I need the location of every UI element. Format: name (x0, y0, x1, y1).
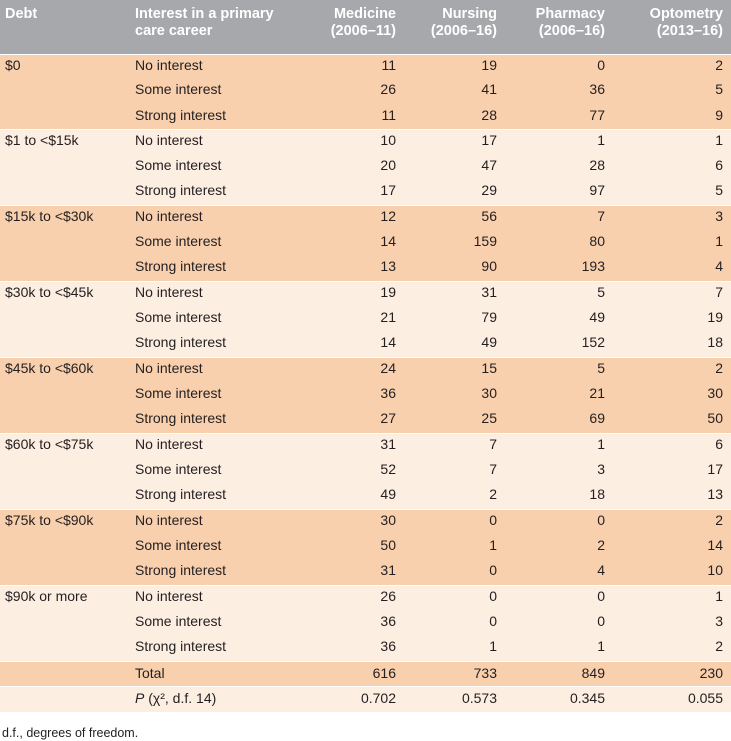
medicine-value: 13 (310, 256, 404, 281)
interest-label: No interest (130, 54, 310, 79)
optometry-value: 2 (613, 358, 731, 383)
interest-label: Some interest (130, 155, 310, 180)
table-row (0, 408, 731, 433)
optometry-value: 1 (613, 585, 731, 610)
nursing-value: 41 (404, 79, 505, 104)
pharmacy-value: 80 (505, 231, 613, 256)
interest-label: Strong interest (130, 408, 310, 433)
table-row (0, 358, 731, 383)
pharmacy-value: 152 (505, 332, 613, 357)
nursing-value: 47 (404, 155, 505, 180)
debt-cell-empty (0, 661, 130, 686)
pharmacy-value: 0 (505, 54, 613, 79)
medicine-value: 49 (310, 484, 404, 509)
medicine-value: 14 (310, 332, 404, 357)
debt-cell-empty (0, 535, 130, 560)
header-nursing: Nursing (2006–16) (430, 6, 497, 39)
optometry-value: 6 (613, 433, 731, 458)
table-row (0, 383, 731, 408)
pvalue-p: P (135, 689, 145, 706)
header-interest: Interest in a primary care career (135, 6, 274, 39)
nursing-value: 0 (404, 611, 505, 636)
table-row (0, 155, 731, 180)
debt-cell-empty (0, 155, 130, 180)
pvalue-medicine: 0.702 (310, 686, 404, 711)
medicine-value: 27 (310, 408, 404, 433)
optometry-value: 13 (613, 484, 731, 509)
table-row (0, 332, 731, 357)
pharmacy-value: 193 (505, 256, 613, 281)
header-row (0, 0, 731, 54)
interest-label: Some interest (130, 307, 310, 332)
table-row (0, 79, 731, 104)
optometry-value: 3 (613, 206, 731, 231)
interest-label: Some interest (130, 535, 310, 560)
optometry-value: 5 (613, 79, 731, 104)
table-row (0, 231, 731, 256)
pharmacy-value: 1 (505, 636, 613, 661)
debt-cell-empty (0, 560, 130, 585)
pharmacy-value: 28 (505, 155, 613, 180)
debt-label: $0 (0, 54, 130, 79)
interest-label: Strong interest (130, 484, 310, 509)
medicine-value: 31 (310, 433, 404, 458)
interest-label: Strong interest (130, 105, 310, 130)
medicine-value: 10 (310, 130, 404, 155)
optometry-value: 10 (613, 560, 731, 585)
medicine-value: 19 (310, 282, 404, 307)
total-row (0, 661, 731, 686)
optometry-value: 3 (613, 611, 731, 636)
optometry-value: 6 (613, 155, 731, 180)
table-row (0, 256, 731, 281)
header-medicine: Medicine (2006–11) (330, 6, 396, 39)
pharmacy-value: 3 (505, 459, 613, 484)
total-medicine: 616 (310, 661, 404, 686)
medicine-value: 12 (310, 206, 404, 231)
pharmacy-value: 0 (505, 509, 613, 534)
pvalue-test: (χ², d.f. 14) (148, 689, 217, 706)
table-row (0, 611, 731, 636)
medicine-value: 30 (310, 509, 404, 534)
nursing-value: 0 (404, 509, 505, 534)
pharmacy-value: 69 (505, 408, 613, 433)
table-row (0, 54, 731, 79)
medicine-value: 52 (310, 459, 404, 484)
optometry-value: 2 (613, 636, 731, 661)
interest-label: Some interest (130, 231, 310, 256)
debt-label: $1 to <$15k (0, 130, 130, 155)
pvalue-pharmacy: 0.345 (505, 686, 613, 711)
nursing-value: 29 (404, 180, 505, 205)
medicine-value: 36 (310, 611, 404, 636)
optometry-value: 19 (613, 307, 731, 332)
pharmacy-value: 97 (505, 180, 613, 205)
pvalue-nursing: 0.573 (404, 686, 505, 711)
table-row (0, 484, 731, 509)
table-row (0, 130, 731, 155)
pharmacy-value: 1 (505, 130, 613, 155)
debt-cell-empty (0, 307, 130, 332)
debt-cell-empty (0, 611, 130, 636)
medicine-value: 36 (310, 636, 404, 661)
debt-label: $60k to <$75k (0, 433, 130, 458)
debt-label: $45k to <$60k (0, 358, 130, 383)
optometry-value: 7 (613, 282, 731, 307)
medicine-value: 24 (310, 358, 404, 383)
debt-cell-empty (0, 408, 130, 433)
pharmacy-value: 49 (505, 307, 613, 332)
interest-label: Some interest (130, 383, 310, 408)
nursing-value: 25 (404, 408, 505, 433)
table-row (0, 282, 731, 307)
debt-cell-empty (0, 79, 130, 104)
debt-cell-empty (0, 180, 130, 205)
nursing-value: 31 (404, 282, 505, 307)
debt-label: $75k to <$90k (0, 509, 130, 534)
medicine-value: 50 (310, 535, 404, 560)
pharmacy-value: 36 (505, 79, 613, 104)
optometry-value: 9 (613, 105, 731, 130)
optometry-value: 4 (613, 256, 731, 281)
nursing-value: 90 (404, 256, 505, 281)
nursing-value: 7 (404, 433, 505, 458)
table-row (0, 433, 731, 458)
debt-cell-empty (0, 256, 130, 281)
medicine-value: 14 (310, 231, 404, 256)
pharmacy-value: 0 (505, 611, 613, 636)
nursing-value: 49 (404, 332, 505, 357)
debt-cell-empty (0, 636, 130, 661)
interest-label: Some interest (130, 459, 310, 484)
debt-cell-empty (0, 686, 130, 711)
optometry-value: 1 (613, 231, 731, 256)
interest-label: Strong interest (130, 636, 310, 661)
table-row (0, 585, 731, 610)
nursing-value: 56 (404, 206, 505, 231)
nursing-value: 0 (404, 585, 505, 610)
interest-label: Strong interest (130, 180, 310, 205)
nursing-value: 0 (404, 560, 505, 585)
optometry-value: 14 (613, 535, 731, 560)
debt-cell-empty (0, 484, 130, 509)
pharmacy-value: 5 (505, 282, 613, 307)
optometry-value: 18 (613, 332, 731, 357)
optometry-value: 1 (613, 130, 731, 155)
debt-label: $15k to <$30k (0, 206, 130, 231)
interest-label: Strong interest (130, 256, 310, 281)
debt-cell-empty (0, 105, 130, 130)
medicine-value: 31 (310, 560, 404, 585)
total-optometry: 230 (613, 661, 731, 686)
interest-label: No interest (130, 358, 310, 383)
table-row (0, 206, 731, 231)
table-row (0, 180, 731, 205)
optometry-value: 5 (613, 180, 731, 205)
interest-label: Some interest (130, 79, 310, 104)
nursing-value: 30 (404, 383, 505, 408)
nursing-value: 19 (404, 54, 505, 79)
pharmacy-value: 4 (505, 560, 613, 585)
pharmacy-value: 1 (505, 433, 613, 458)
debt-cell-empty (0, 231, 130, 256)
medicine-value: 11 (310, 105, 404, 130)
nursing-value: 2 (404, 484, 505, 509)
pharmacy-value: 0 (505, 585, 613, 610)
nursing-value: 15 (404, 358, 505, 383)
interest-label: Some interest (130, 611, 310, 636)
pharmacy-value: 77 (505, 105, 613, 130)
nursing-value: 1 (404, 636, 505, 661)
optometry-value: 17 (613, 459, 731, 484)
total-pharmacy: 849 (505, 661, 613, 686)
optometry-value: 2 (613, 54, 731, 79)
nursing-value: 17 (404, 130, 505, 155)
medicine-value: 26 (310, 585, 404, 610)
nursing-value: 7 (404, 459, 505, 484)
interest-label: Strong interest (130, 560, 310, 585)
pharmacy-value: 5 (505, 358, 613, 383)
optometry-value: 30 (613, 383, 731, 408)
footnote: d.f., degrees of freedom. (2, 726, 139, 740)
interest-label: No interest (130, 433, 310, 458)
interest-label: No interest (130, 130, 310, 155)
pharmacy-value: 7 (505, 206, 613, 231)
medicine-value: 20 (310, 155, 404, 180)
table-row (0, 307, 731, 332)
medicine-value: 11 (310, 54, 404, 79)
table-row (0, 560, 731, 585)
table-row (0, 105, 731, 130)
pharmacy-value: 2 (505, 535, 613, 560)
pharmacy-value: 21 (505, 383, 613, 408)
header-debt: Debt (5, 6, 38, 22)
debt-cell-empty (0, 459, 130, 484)
interest-label: No interest (130, 585, 310, 610)
nursing-value: 1 (404, 535, 505, 560)
pharmacy-value: 18 (505, 484, 613, 509)
medicine-value: 17 (310, 180, 404, 205)
interest-label: No interest (130, 282, 310, 307)
table-row (0, 509, 731, 534)
total-nursing: 733 (404, 661, 505, 686)
nursing-value: 28 (404, 105, 505, 130)
debt-label: $90k or more (0, 585, 130, 610)
debt-cell-empty (0, 332, 130, 357)
pvalue-optometry: 0.055 (613, 686, 731, 711)
pvalue-label (130, 686, 310, 711)
interest-label: No interest (130, 509, 310, 534)
debt-label: $30k to <$45k (0, 282, 130, 307)
interest-label: No interest (130, 206, 310, 231)
medicine-value: 26 (310, 79, 404, 104)
nursing-value: 159 (404, 231, 505, 256)
table-row (0, 459, 731, 484)
header-pharmacy: Pharmacy (2006–16) (535, 6, 605, 39)
debt-cell-empty (0, 383, 130, 408)
table-row (0, 636, 731, 661)
pvalue-row (0, 686, 731, 711)
total-label: Total (130, 661, 310, 686)
medicine-value: 36 (310, 383, 404, 408)
optometry-value: 2 (613, 509, 731, 534)
nursing-value: 79 (404, 307, 505, 332)
header-optometry: Optometry (2013–16) (649, 6, 723, 39)
interest-label: Strong interest (130, 332, 310, 357)
optometry-value: 50 (613, 408, 731, 433)
table-row (0, 535, 731, 560)
medicine-value: 21 (310, 307, 404, 332)
